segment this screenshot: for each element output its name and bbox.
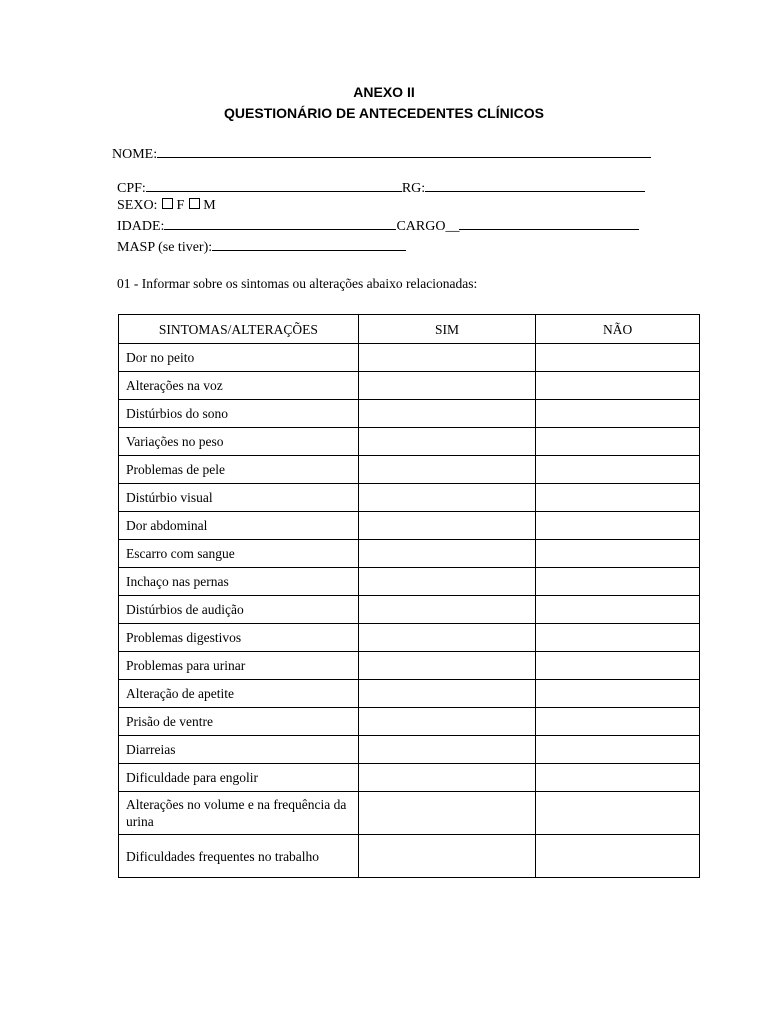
no-cell[interactable]	[536, 512, 700, 540]
yes-cell[interactable]	[358, 568, 536, 596]
yes-cell[interactable]	[358, 512, 536, 540]
masp-input-line[interactable]	[212, 237, 406, 251]
sexo-f-checkbox[interactable]	[162, 198, 173, 209]
no-cell[interactable]	[536, 792, 700, 835]
no-cell[interactable]	[536, 708, 700, 736]
yes-cell[interactable]	[358, 624, 536, 652]
symptom-cell: Diarreias	[119, 736, 359, 764]
symptoms-table	[118, 314, 700, 878]
sexo-m-checkbox[interactable]	[189, 198, 200, 209]
symptom-cell: Escarro com sangue	[119, 540, 359, 568]
table-row	[119, 400, 700, 428]
form-title: QUESTIONÁRIO DE ANTECEDENTES CLÍNICOS	[224, 105, 544, 121]
idade-input-line[interactable]	[164, 216, 396, 230]
table-row	[119, 568, 700, 596]
table-row	[119, 456, 700, 484]
table-row	[119, 792, 700, 835]
yes-cell[interactable]	[358, 652, 536, 680]
symptom-cell: Alterações na voz	[119, 372, 359, 400]
table-row	[119, 596, 700, 624]
nome-label: NOME:	[112, 147, 158, 162]
yes-cell[interactable]	[358, 428, 536, 456]
cpf-input-line[interactable]	[146, 178, 402, 192]
symptom-cell: Problemas digestivos	[119, 624, 359, 652]
table-row	[119, 344, 700, 372]
rg-input-line[interactable]	[425, 178, 645, 192]
table-row	[119, 835, 700, 878]
yes-cell[interactable]	[358, 372, 536, 400]
symptom-cell: Dificuldades frequentes no trabalho	[119, 835, 359, 878]
symptom-cell: Alterações no volume e na frequência da urina	[119, 792, 359, 835]
no-cell[interactable]	[536, 764, 700, 792]
symptom-cell: Dor no peito	[119, 344, 359, 372]
nome-input-line[interactable]	[157, 144, 651, 158]
no-cell[interactable]	[536, 568, 700, 596]
no-cell[interactable]	[536, 652, 700, 680]
header-symptoms: SINTOMAS/ALTERAÇÕES	[119, 315, 359, 344]
no-cell[interactable]	[536, 596, 700, 624]
symptom-cell: Dor abdominal	[119, 512, 359, 540]
table-header-row	[119, 315, 700, 344]
yes-cell[interactable]	[358, 792, 536, 835]
table-row	[119, 736, 700, 764]
header-yes: SIM	[358, 315, 536, 344]
table-row	[119, 512, 700, 540]
symptom-cell: Distúrbios de audição	[119, 596, 359, 624]
yes-cell[interactable]	[358, 344, 536, 372]
table-row	[119, 372, 700, 400]
no-cell[interactable]	[536, 540, 700, 568]
yes-cell[interactable]	[358, 680, 536, 708]
cargo-label: CARGO__	[396, 219, 460, 234]
rg-label: RG:	[401, 181, 426, 196]
yes-cell[interactable]	[358, 540, 536, 568]
table-row	[119, 652, 700, 680]
masp-label: MASP (se tiver):	[117, 240, 213, 255]
header-no: NÃO	[536, 315, 700, 344]
annex-title: ANEXO II	[353, 84, 415, 100]
no-cell[interactable]	[536, 456, 700, 484]
cpf-rg-row	[117, 178, 645, 198]
symptom-cell: Prisão de ventre	[119, 708, 359, 736]
no-cell[interactable]	[536, 400, 700, 428]
table-row	[119, 708, 700, 736]
table-row	[119, 428, 700, 456]
symptom-cell: Distúrbio visual	[119, 484, 359, 512]
idade-cargo-row	[117, 216, 639, 236]
yes-cell[interactable]	[358, 736, 536, 764]
sexo-m-label: M	[203, 198, 216, 213]
table-row	[119, 624, 700, 652]
no-cell[interactable]	[536, 484, 700, 512]
nome-row	[112, 144, 651, 164]
masp-row	[117, 237, 406, 257]
no-cell[interactable]	[536, 624, 700, 652]
symptom-cell: Distúrbios do sono	[119, 400, 359, 428]
table-row	[119, 680, 700, 708]
question-text: 01 - Informar sobre os sintomas ou alterações abaixo relacionadas:	[117, 276, 478, 291]
table-row	[119, 764, 700, 792]
idade-label: IDADE:	[117, 219, 165, 234]
symptom-cell: Inchaço nas pernas	[119, 568, 359, 596]
no-cell[interactable]	[536, 835, 700, 878]
no-cell[interactable]	[536, 344, 700, 372]
cpf-label: CPF:	[117, 181, 146, 196]
sexo-label: SEXO:	[117, 198, 158, 213]
cargo-input-line[interactable]	[459, 216, 639, 230]
no-cell[interactable]	[536, 680, 700, 708]
table-row	[119, 540, 700, 568]
yes-cell[interactable]	[358, 596, 536, 624]
yes-cell[interactable]	[358, 835, 536, 878]
sexo-row	[117, 197, 216, 215]
symptom-cell: Problemas para urinar	[119, 652, 359, 680]
symptom-cell: Problemas de pele	[119, 456, 359, 484]
no-cell[interactable]	[536, 736, 700, 764]
yes-cell[interactable]	[358, 708, 536, 736]
symptom-cell: Variações no peso	[119, 428, 359, 456]
yes-cell[interactable]	[358, 764, 536, 792]
yes-cell[interactable]	[358, 456, 536, 484]
no-cell[interactable]	[536, 428, 700, 456]
sexo-f-label: F	[176, 198, 185, 213]
symptom-cell: Dificuldade para engolir	[119, 764, 359, 792]
yes-cell[interactable]	[358, 400, 536, 428]
yes-cell[interactable]	[358, 484, 536, 512]
no-cell[interactable]	[536, 372, 700, 400]
symptom-cell: Alteração de apetite	[119, 680, 359, 708]
table-row	[119, 484, 700, 512]
